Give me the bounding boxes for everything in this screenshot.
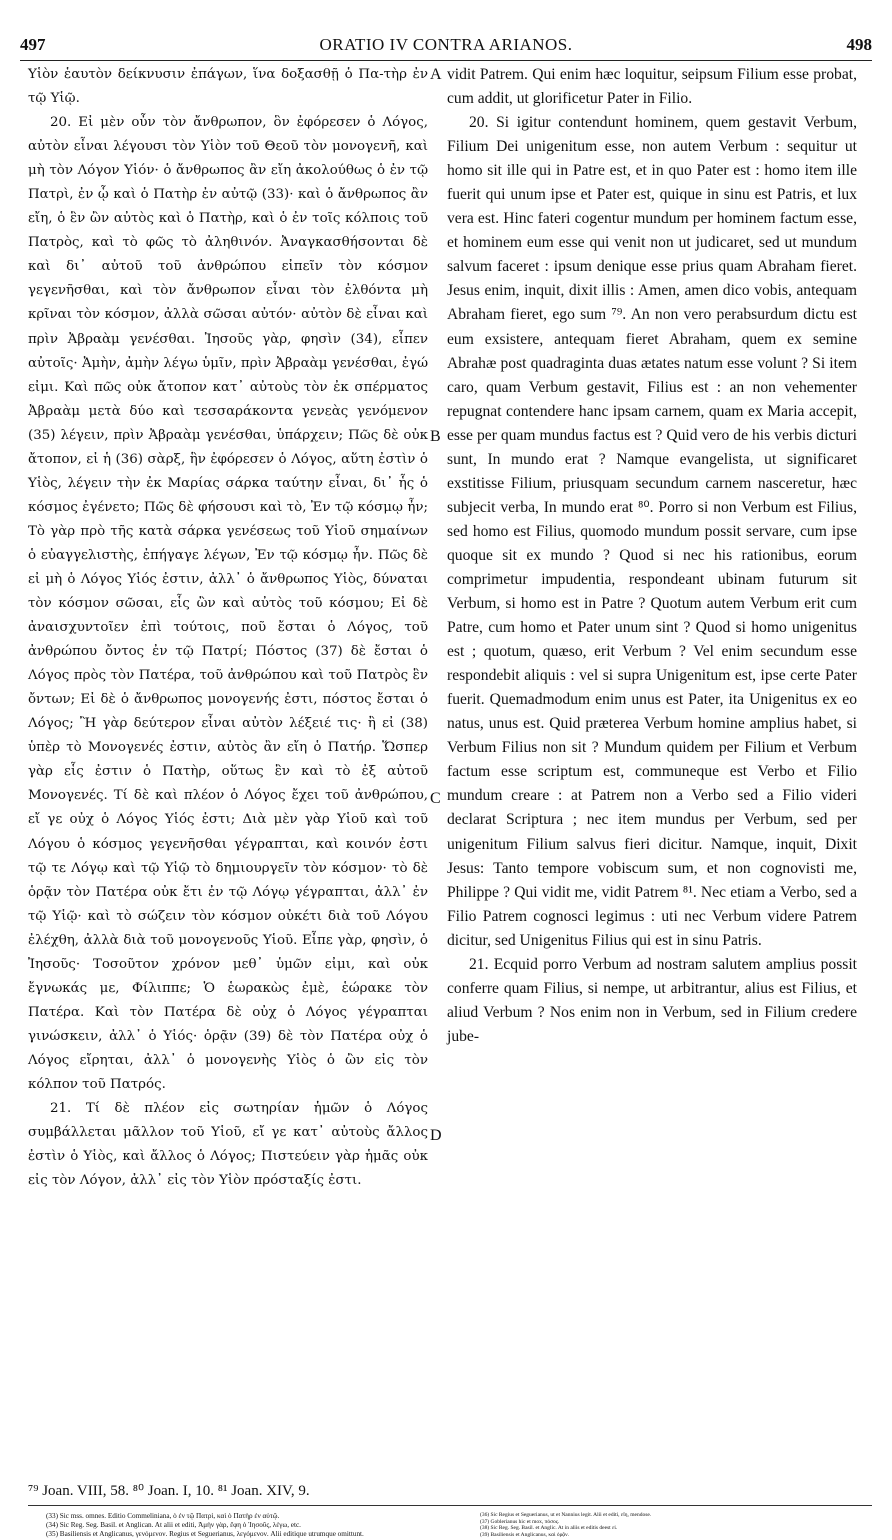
greek-text-column [28, 63, 428, 1193]
footnote: (37) Goblerianus hic et mox, πόσος. [480, 1518, 560, 1525]
greek-paragraph: 20. Εἰ μὲν οὖν τὸν ἄνθρωπον, ὃν ἐφόρεσεν ὁ Λόγος, αὐτὸν εἶναι λέγουσι τὸν Υἱὸν τοῦ Θεοῦ τὸν μονογενῆ, καὶ μὴ τὸν Λόγον Υἱόν· ὁ ἄνθρωπος ἂν εἴη ἀκολούθως ὁ ἐν τῷ Πατρὶ, ἐν ᾧ καὶ ὁ Πατὴρ ἐν αὐτῷ (33)· καὶ ὁ ἄνθρωπος ἂν εἴη, ὁ ἓν ὢν αὐτὸς καὶ ὁ Πατὴρ, καὶ ὁ ἐν τοῖς κόλποις τοῦ Πατρὸς, καὶ τὸ φῶς τὸ ἀληθινόν. Ἀναγκασθήσονται δὲ καὶ δι᾿ αὐτοῦ τοῦ ἀνθρώπου εἰπεῖν τὸν κόσμον γεγενῆσθαι, καὶ τὸν ἄνθρωπον εἶναι τὸν ἐλθόντα μὴ κρῖναι τὸν κόσμον, ἀλλὰ σῶσαι αὐτόν· αὐτὸν δὲ εἶναι καὶ πρὶν Ἀβραὰμ γενέσθαι. Ἰησοῦς γὰρ, φησὶν (34), εἶπεν αὐτοῖς· Ἀμὴν, ἀμὴν λέγω ὑμῖν, πρὶν Ἀβραὰμ γενέσθαι, ἐγώ εἰμι. Καὶ πῶς οὐκ ἄτοπον κατ᾿ αὐτοὺς τὸν ἐκ σπέρματος Ἀβραὰμ μετὰ δύο καὶ τεσσαράκοντα γενεὰς γενόμενον (35) λέγειν, πρὶν Ἀβραὰμ γενέσθαι, ὑπάρχειν; Πῶς δὲ οὐκ ἄτοπον, εἰ ἡ (36) σὰρξ, ἣν ἐφόρεσεν ὁ Λόγος, αὕτη ἐστὶν ὁ Υἱὸς, λέγειν τὴν ἐκ Μαρίας σάρκα ταύτην εἶναι, δι᾿ ἧς ὁ κόσμος ἐγένετο; Πῶς δὲ φήσουσι καὶ τὸ, Ἐν τῷ κόσμῳ ἦν; Τὸ γὰρ πρὸ τῆς κατὰ σάρκα γενέσεως τοῦ Υἱοῦ σημαίνων ὁ εὐαγγελιστὴς, ἐπήγαγε λέγων, Ἐν τῷ κόσμῳ ἦν. Πῶς δὲ εἰ μὴ ὁ Λόγος Υἱός ἐστιν, ἀλλ᾿ ὁ ἄνθρωπος Υἱὸς, δύναται τὸν κόσμον σῶσαι, εἷς ὢν καὶ αὐτὸς τοῦ κόσμου; Εἰ δὲ ἀναισχυντοῖεν ἐπὶ τούτοις, ποῦ ἔσται ὁ Λόγος, τοῦ ἀνθρώπου ὄντος ἐν τῷ Πατρί; Πόστος (37) δὲ ἔσται ὁ Λόγος πρὸς τὸν Πατέρα, τοῦ ἀνθρώπου καὶ τοῦ Πατρὸς ἓν ὄντων; Εἰ δὲ ὁ ἄνθρωπος μονογενής ἐστι, πόστος ἔσται ὁ Λόγος; Ἢ γὰρ δεύτερον εἶναι αὐτὸν λέξειέ τις· ἢ εἰ (38) ὑπὲρ τὸ Μονογενές ἐστιν, αὐτὸς ἂν εἴη ὁ Πατήρ. Ὥσπερ γὰρ εἷς ἐστιν ὁ Πατὴρ, οὕτως ἓν καὶ τὸ ἐξ αὐτοῦ Μονογενές. Τί δὲ καὶ πλέον ὁ Λόγος ἔχει τοῦ ἀνθρώπου, εἴ γε οὐχ ὁ Λόγος Υἱός ἐστι; Διὰ μὲν γὰρ Υἱοῦ καὶ τοῦ Λόγου ὁ κόσμος γεγενῆσθαι γέγραπται, καὶ κοινόν ἐστι τῷ τε Λόγῳ καὶ τῷ Υἱῷ τὸ δημιουργεῖν τὸν κόσμον· τὸ δὲ ὁρᾷν τὸν Πατέρα οὐκ ἔτι ἐν τῷ Λόγῳ γέγραπται, ἀλλ᾿ ἐν τῷ Υἱῷ· καὶ τὸ σώζειν τὸν κόσμον οὐκέτι διὰ τοῦ Λόγου ἐλέχθη, ἀλλὰ διὰ τοῦ μονογενοῦς Υἱοῦ. Εἶπε γὰρ, φησὶν, ὁ Ἰησοῦς· Τοσοῦτον χρόνον μεθ᾿ ὑμῶν εἰμι, καὶ οὐκ ἔγνωκάς με, Φίλιππε; Ὁ ἑωρακὼς ἐμὲ, ἑώρακε τὸν Πατέρα. Καὶ τὸν Πατέρα δὲ οὐχ ὁ Λόγος γέγραπται γινώσκειν, ἀλλ᾿ ὁ Υἱός· ὁρᾷν (39) δὲ τὸν Πατέρα οὐχ ὁ Λόγος εἴρηται, ἀλλ᾿ ὁ μονογενὴς Υἱὸς ὁ ὢν εἰς τὸν κόλπον τοῦ Πατρός. [28, 115, 428, 1092]
footnote: (34) Sic Reg. Seg. Basil. et Anglican. At alii et editi, Ἀμὴν γὰρ, ἔφη ὁ Ἰησοῦς, λέγω, etc. [46, 1520, 301, 1529]
page-number-left: 497 [20, 35, 46, 54]
footnote: (39) Basiliensis et Anglicanus, καὶ ὁρᾷν. [480, 1532, 570, 1539]
margin-letter-b: B [430, 428, 441, 445]
footnote: (33) Sic mss. omnes. Editio Commeliniana, ὁ ἐν τῷ Πατρὶ, καὶ ὁ Πατὴρ ἐν αὐτῷ. [46, 1512, 280, 1520]
footnote-rule [28, 1505, 872, 1506]
running-header [20, 35, 872, 59]
running-title: ORATIO IV CONTRA ARIANOS. [319, 35, 573, 54]
latin-paragraph: 21. Ecquid porro Verbum ad nostram salutem amplius possit conferre quam Filius, si nempe, ut arbitrantur, alius est Filius, et aliud Verbum ? Nos enim non in Verbum, sed in Filium credere jube- [447, 955, 857, 1045]
footnotes-right [462, 1512, 872, 1539]
latin-text-column [447, 63, 857, 1049]
footnote: (35) Basiliensis et Anglicanus, γενόμενον. Regius et Seguerianus, λεγόμενον. Alii editique utrumque omittunt. [46, 1529, 364, 1538]
scripture-references: ⁷⁹ Joan. VIII, 58. ⁸⁰ Joan. I, 10. ⁸¹ Joan. XIV, 9. [28, 1483, 310, 1499]
footnote: (38) Sic Reg. Seg. Basil. et Anglic. At in aliis et editis deest εἰ. [480, 1525, 618, 1532]
greek-paragraph: Υἱὸν ἑαυτὸν δείκνυσιν ἐπάγων, ἵνα δοξασθῇ ὁ Πα-τὴρ ἐν τῷ Υἱῷ. [28, 67, 428, 107]
latin-paragraph: vidit Patrem. Qui enim hæc loquitur, seipsum Filium esse probat, cum addit, ut glorificetur Pater in Filio. [447, 66, 857, 108]
header-rule [20, 60, 872, 61]
footnotes-left [28, 1512, 433, 1538]
footnote: (36) Sic Regius et Seguerianus, ut et Nannius legit. Alii et editi, εἴη, mendose. [480, 1512, 652, 1518]
latin-paragraph: 20. Si igitur contendunt hominem, quem gestavit Verbum, Filium Dei unigenitum esse, non autem Verbum : sequitur ut homo sit ille qui in Patre est, et in quo Pater est : homo item ille fuerit qui unum ipse et Pater est, quique in sinu est Patris, et lux vera est. Hinc fateri cogentur mundum per hominem factum esse, et hominem eum esse qui venit non ut judicaret, sed ut mundum salvum faceret : ipsum denique esse prius quam Abraham fieret. Jesus enim, inquit, dixit illis : Amen, amen dico vobis, antequam Abraham fieret, ego sum ⁷⁹. An non vero perabsurdum dictu est eum exsistere, antequam fieret Abraham, quem ex semine Abrahæ post quadraginta duas ætates natum esse volunt ? Si item caro, quam Verbum gestavit, Filius est : an non vehementer repugnat contendere hanc ipsam carnem, quam ex Maria accepit, esse per quam mundus factus est ? Quid vero de his verbis dicturi sunt, In mundo erat ? Namque evangelista, ut significaret exstitisse Filium, priusquam secundum carnem nasceretur, hæc subjecit verba, In mundo erat ⁸⁰. Porro si non Verbum est Filius, sed homo est Filius, quomodo mundum possit servare, cum ipse quoque sit ex mundo ? Quod si nec his rationibus, eorum comprimetur impudentia, respondeant ubinam futurum sit Verbum, si homo est in Patre ? Quotum autem Verbum erit cum Patre, cum homo et Pater unum sint ? Quod si homo unigenitus est ; quotum, quæso, erit Verbum ? Vel enim secundum esse respondebit aliquis : vel si supra Unigenitum est, ipse certe Pater fuerit. Quemadmodum enim unus est Pater, ita Unigenitus ex eo natus, unus est. Quid præterea Verbum homine amplius habet, si Verbum Filius non sit ? Mundum quidem per Filium et Verbum factum esse scriptum est, communeque est Verbo et Filio mundum creare : at Patrem non a Verbo sed a Filio videri declarat Scriptura ; nec item mundus per Verbum, sed per unigenitum Filium salvus fieri dicitur. Namque, inquit, Dixit Jesus: Tanto tempore vobiscum sum, et non cognovisti me, Philippe ? Qui vidit me, vidit Patrem ⁸¹. Nec etiam a Verbo, sed a Filio Patrem cognosci legimus : uti nec Verbum videre Patrem dicitur, sed Unigenitus Filius qui est in sinu Patris. [447, 114, 857, 949]
margin-letter-a: A [430, 66, 442, 83]
page-number-right: 498 [846, 35, 872, 54]
margin-letter-c: C [430, 790, 441, 807]
margin-letter-d: D [430, 1127, 442, 1144]
greek-paragraph: 21. Τί δὲ πλέον εἰς σωτηρίαν ἡμῶν ὁ Λόγος συμβάλλεται μᾶλλον τοῦ Υἱοῦ, εἴ γε κατ᾿ αὐτοὺς ἄλλος ἐστὶν ὁ Υἱὸς, καὶ ἄλλος ὁ Λόγος; Πιστεύειν γὰρ ἡμᾶς οὐκ εἰς τὸν Λόγον, ἀλλ᾿ εἰς τὸν Υἱὸν πρόσταξίς ἐστι. [28, 1101, 428, 1189]
